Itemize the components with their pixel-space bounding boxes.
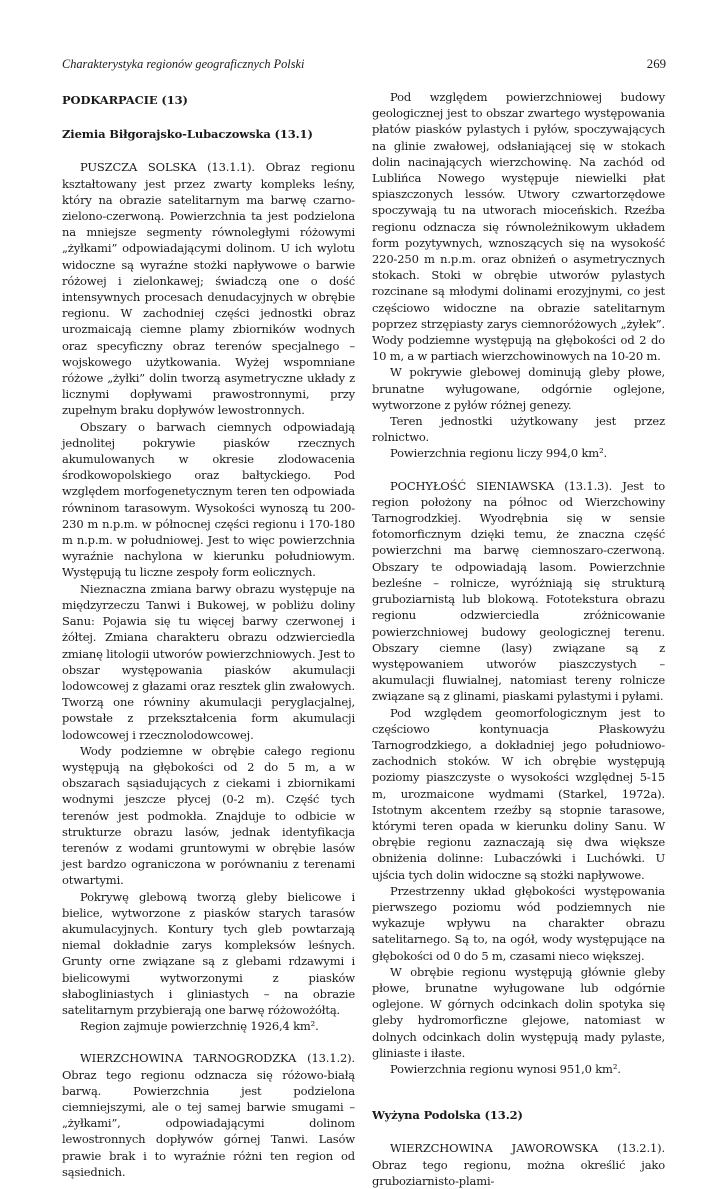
running-head: [62, 57, 666, 73]
left-column: [62, 89, 355, 1180]
paragraph: Obszary o barwach ciemnych odpowiadają jednolitej pokrywie piasków rzecznych akumulowanych w okresie zlodowacenia środkowopolskiego oraz bałtyckiego. Pod względem morfogenetycznym teren ten odpowiada równinom tarasowym. Wysokości wynoszą tu 200-230 m n.p.m. w północnej części regionu i 170-180 m n.p.m. w południowej. Jest to więc powierzchnia wyraźnie nachylona w kierunku południowym. Występują tu liczne zespoły form eolicznych.: [62, 419, 355, 580]
paragraph: Pod względem powierzchniowej budowy geologicznej jest to obszar zwartego występowania płatów piasków pylastych i pyłów, spoczywających na glinie zwałowej, odsłaniającej się w stokach dolin nacinających wierzchowinę. Na zachód od Lublińca Nowego występuje niewielki płat spiaszczonych lessów. Utwory czwartorzędowe spoczywają tu na utworach mioceńskich. Rzeźba regionu odznacza się równoleżnikowym układem form pozytywnych, wznoszących się na wysokość 220-250 m n.p.m. oraz obniżeń o asymetrycznych stokach. Stoki w obrębie utworów pylastych rozcinane są młodymi dolinami erozyjnymi, co jest częściowo widoczne na obrazie satelitarnym poprzez strzępiasty zarys ciemnoróżowych „żyłek”. Wody podziemne występują na głębokości od 2 do 10 m, a w partiach wierzchowinowych na 10-20 m.: [372, 90, 665, 364]
paragraph: WIERZCHOWINA JAWOROWSKA (13.2.1). Obraz tego regionu, można określić jako gruboziarnisto-plami-: [372, 1141, 665, 1188]
paragraph: W pokrywie glebowej dominują gleby płowe, brunatne wyługowane, odgórnie oglejone, wytworzone z pyłów różnej genezy.: [372, 365, 665, 412]
paragraph: Powierzchnia regionu wynosi 951,0 km².: [390, 1061, 621, 1076]
paragraph: Teren jednostki użytkowany jest przez rolnictwo.: [372, 414, 665, 445]
paragraph: Region zajmuje powierzchnię 1926,4 km².: [80, 1019, 319, 1034]
running-title: Charakterystyka regionów geograficznych Polski: [62, 57, 305, 71]
paragraph: PUSZCZA SOLSKA (13.1.1). Obraz regionu kształtowany jest przez zwarty kompleks leśny, który na obrazie satelitarnym ma barwę czarno-zielono-czerwoną. Powierzchnia ta jest podzielona na mniejsze segmenty równoległymi różowymi „żyłkami” odpowiadającymi dolinom. U ich wylotu widoczne są wyraźne stożki napływowe o barwie różowej i zielonkawej; świadczą one o dość intensywnych procesach denudacyjnych w obrębie regionu. W zachodniej części jednostki obraz urozmaicają ciemne plamy zbiorników wodnych oraz specyficzny obraz terenów specjalnego – wojskowego użytkowania. Wyżej wspomniane różowe „żyłki” dolin tworzą asymetryczne układy z licznymi dopływami prawostronnymi, przy zupełnym braku dopływów lewostronnych.: [62, 160, 355, 418]
paragraph: Powierzchnia regionu liczy 994,0 km².: [390, 446, 608, 461]
page-number: 269: [646, 57, 666, 71]
paragraph: Nieznaczna zmiana barwy obrazu występuje na międzyrzeczu Tanwi i Bukowej, w pobliżu doliny Sanu: Pojawia się tu więcej barwy czerwonej i żółtej. Zmiana charakteru obrazu odzwierciedla zmianę litologii utworów powierzchniowych. Jest to obszar występowania piasków akumulacji lodowcowej z głazami oraz resztek glin zwałowych. Tworzą one równiny akumulacji peryglacjalnej, powstałe z przekształcenia form akumulacji lodowcowej i rzecznolodowcowej.: [62, 581, 355, 742]
paragraph: Pod względem geomorfologicznym jest to częściowo kontynuacja Płaskowyżu Tarnogrodzkiego, a dokładniej jego południowo-zachodnich stoków. W ich obrębie występują poziomy piaszczyste o wysokości względnej 5-15 m, urozmaicone wydmami (Starkel, 1972a). Istotnym akcentem rzeźby są stopnie tarasowe, którymi teren opada w kierunku doliny Sanu. W obrębie regionu zaznaczają się dwa większe obniżenia dolinne: Lubaczówki i Luchówki. U ujścia tych dolin widoczne są stożki napływowe.: [372, 705, 665, 882]
paragraph: Pokrywę glebową tworzą gleby bielicowe i bielice, wytworzone z piasków starych tarasów akumulacyjnych. Kontury tych gleb powtarzają niemal dokładnie zarys kompleksów leśnych. Grunty orne związane są z glebami rdzawymi i bielicowymi wytworzonymi z piasków słabogliniastych i gliniastych – na obrazie satelitarnym przybierają one barwę różowożółtą.: [62, 889, 355, 1017]
paragraph: POCHYŁOŚĆ SIENIAWSKA (13.1.3). Jest to region położony na północ od Wierzchowiny Tarnogrodzkiej. Wyodrębnia się w sensie fotomorficznym dzięki temu, że znaczna część powierzchni ma barwę ciemnoszaro-czerwoną. Obszary te odpowiadają lasom. Powierzchnie bezleśne – rolnicze, wyróżniają się strukturą gruboziarnistą lub blokową. Fototekstura obrazu regionu odzwierciedla zróżnicowanie powierzchniowej budowy geologicznej terenu. Obszary ciemne (lasy) związane są z występowaniem utworów piaszczystych – akumulacji fluwialnej, natomiast tereny rolnicze związane są z glinami, piaskami pylastymi i pyłami.: [372, 478, 665, 704]
paragraph: Przestrzenny układ głębokości występowania pierwszego poziomu wód podziemnych nie wykazuje wpływu na charakter obrazu satelitarnego. Są to, na ogół, wody występujące na głębokości od 0 do 5 m, czasami nieco większej.: [372, 883, 665, 963]
section-title: PODKARPACIE (13): [62, 93, 188, 107]
paragraph: Wody podziemne w obrębie całego regionu występują na głębokości od 2 do 5 m, a w obszarach sąsiadujących z ciekami i zbiornikami wodnymi jeszcze płycej (0-2 m). Część tych terenów jest podmokła. Znajduje to odbicie w strukturze obrazu lasów, jednak identyfikacja terenów z wodami gruntowymi w obrębie lasów jest bardzo ograniczona w porównaniu z terenami otwartymi.: [62, 743, 355, 888]
subsection-title: Ziemia Biłgorajsko-Lubaczowska (13.1): [62, 127, 313, 142]
paragraph: W obrębie regionu występują głównie gleby płowe, brunatne wyługowane lub odgórnie oglejone. W górnych odcinkach dolin spotyka się gleby hydromorficzne glejowe, natomiast w dolnych odcinkach dolin występują mady pylaste, gliniaste i iłaste.: [372, 964, 665, 1060]
right-column: [372, 89, 665, 1189]
subsection-title: Wyżyna Podolska (13.2): [372, 1108, 523, 1123]
paragraph: WIERZCHOWINA TARNOGRODZKA (13.1.2). Obraz tego regionu odznacza się różowo-białą barwą. Powierzchnia jest podzielona ciemniejszymi, ale o tej samej barwie smugami – „żyłkami”, odpowiadającymi dolinom lewostronnych dopływów górnej Tanwi. Lasów prawie brak i to wyraźnie różni ten region od sąsiednich.: [62, 1051, 355, 1179]
